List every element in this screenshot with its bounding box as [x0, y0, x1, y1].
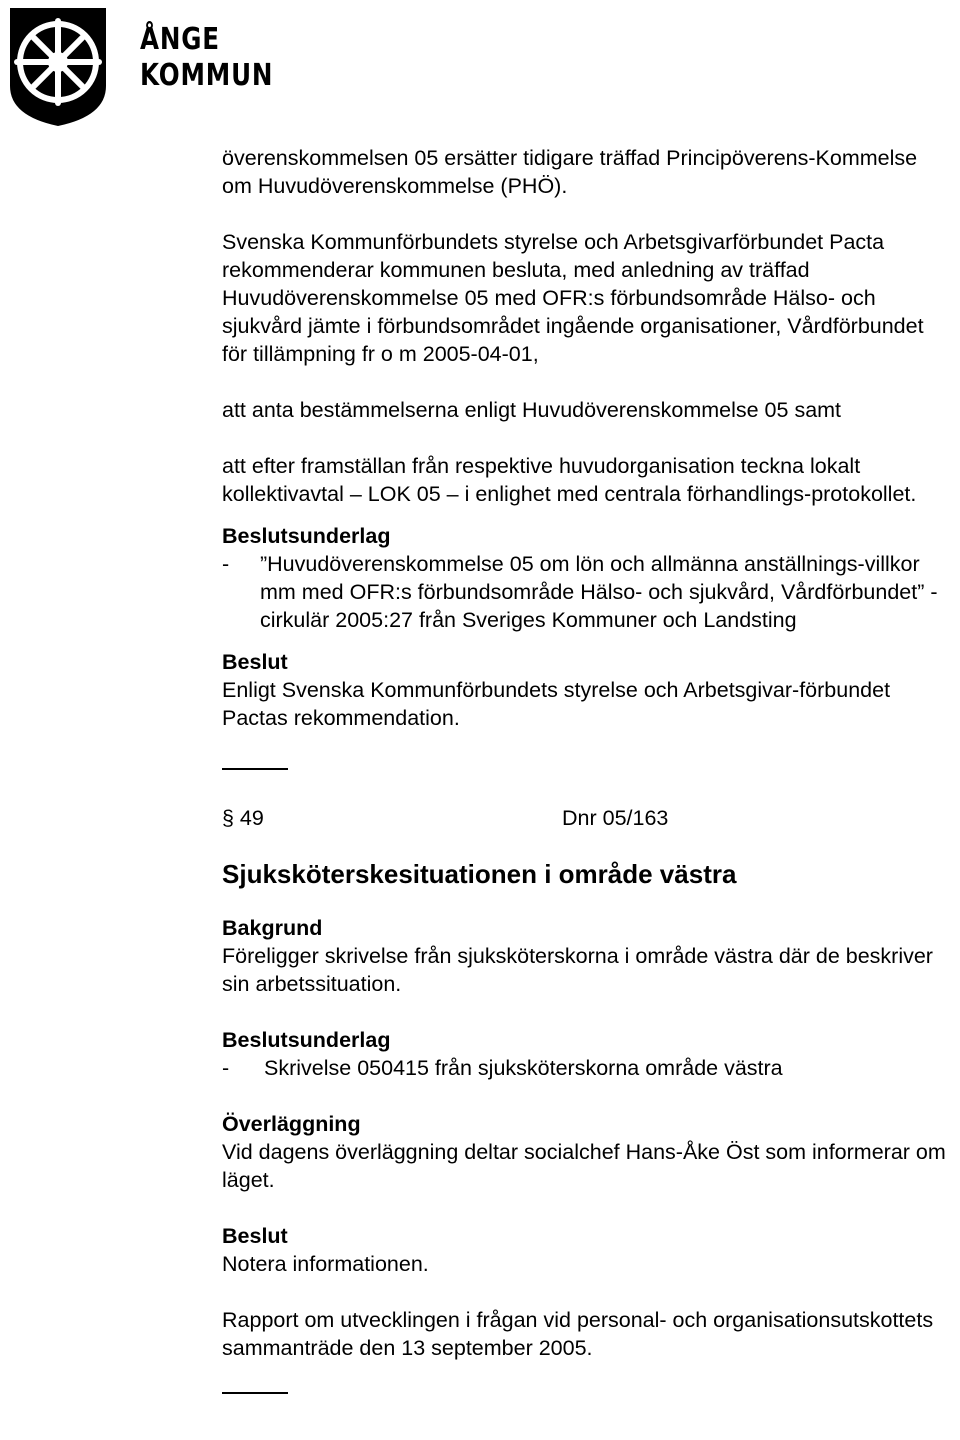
- intro-paragraph-4: att efter framställan från respektive huvudorganisation teckna lokalt kollektivavtal – LOK 05 – i enlighet med centrala förhandlings-protokollet.: [222, 454, 917, 506]
- intro-paragraph-3: att anta bestämmelserna enligt Huvudöverenskommelse 05 samt: [222, 398, 842, 422]
- list-dash: -: [222, 552, 230, 576]
- overlaggning-heading: Överläggning: [222, 1112, 361, 1136]
- section-divider: [222, 768, 288, 770]
- municipality-name: [140, 22, 273, 94]
- section2-underlag-heading: Beslutsunderlag: [222, 1028, 391, 1052]
- bakgrund-heading: Bakgrund: [222, 916, 323, 940]
- intro-paragraph-2: Svenska Kommunförbundets styrelse och Arbetsgivarförbundet Pacta rekommenderar kommunen besluta, med anledning av träffad Huvudöverenskommelse 05 med OFR:s förbundsområde Hälso- och sjukvård jämte i förbundsområdet ingående organisationer, Vårdförbundet för tillämpning fr o m 2005-04-01,: [222, 230, 924, 366]
- section2-title: Sjuksköterskesituationen i område västra: [222, 859, 737, 889]
- municipality-logo-icon: [6, 4, 110, 128]
- section2-underlag-text: Skrivelse 050415 från sjuksköterskorna område västra: [264, 1056, 783, 1080]
- overlaggning-text: Vid dagens överläggning deltar socialchef Hans-Åke Öst som informerar om läget.: [222, 1140, 946, 1192]
- municipality-name-line1: ÅNGE: [140, 22, 220, 57]
- section2-beslut-text: Notera informationen.: [222, 1252, 429, 1276]
- document-body: [222, 144, 952, 1394]
- section2-header-row: [222, 804, 952, 832]
- section1-beslut-text: Enligt Svenska Kommunförbundets styrelse och Arbetsgivar-förbundet Pactas rekommendation.: [222, 678, 891, 730]
- section-divider-bottom: [222, 1392, 288, 1394]
- bakgrund-text: Föreligger skrivelse från sjuksköterskorna i område västra där de beskriver sin arbetssituation.: [222, 944, 933, 996]
- diary-number: Dnr 05/163: [562, 806, 669, 830]
- municipality-name-line2: KOMMUN: [140, 58, 274, 93]
- paragraph-number: § 49: [222, 806, 264, 830]
- section1-beslut-heading: Beslut: [222, 650, 288, 674]
- section1-underlag-item: [222, 550, 952, 634]
- section1-underlag-heading: Beslutsunderlag: [222, 524, 391, 548]
- section1-underlag-text: ”Huvudöverenskommelse 05 om lön och allmänna anställnings-villkor mm med OFR:s förbundsområde Hälso- och sjukvård, Vårdförbundet” - cirkulär 2005:27 från Sveriges Kommuner och Landsting: [260, 552, 938, 632]
- section2-beslut-heading: Beslut: [222, 1224, 288, 1248]
- intro-paragraph-1: överenskommelsen 05 ersätter tidigare träffad Principöverens-Kommelse om Huvudöverenskommelse (PHÖ).: [222, 146, 918, 198]
- rapport-text: Rapport om utvecklingen i frågan vid personal- och organisationsutskottets sammanträde den 13 september 2005.: [222, 1308, 934, 1360]
- section2-underlag-item: [222, 1054, 952, 1082]
- list-dash: -: [222, 1056, 230, 1080]
